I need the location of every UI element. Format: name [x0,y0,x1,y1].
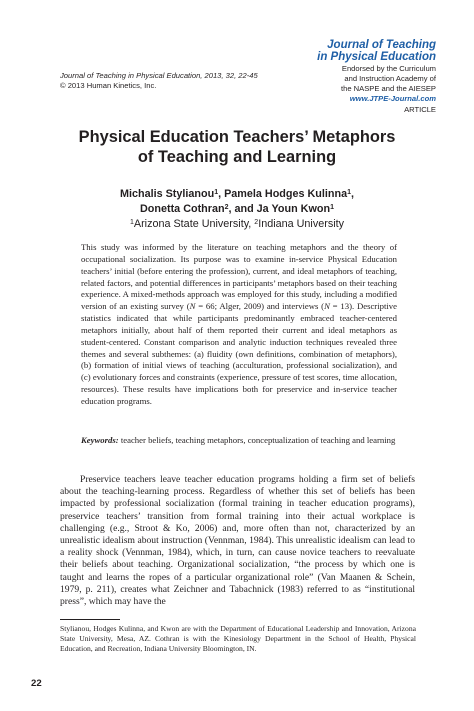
keywords-text: teacher beliefs, teaching metaphors, conceptualization of teaching and learning [118,435,396,445]
keywords-label: Keywords: [81,435,119,445]
author-name: Donetta Cothran [140,203,225,215]
journal-title-line2: in Physical Education [317,51,436,63]
affiliation-marker: 1 [214,189,219,196]
journal-title-line1: Journal of Teaching [327,39,436,51]
endorsement-line2: and Instruction Academy of [344,74,436,83]
affiliations [0,217,474,231]
author-name: , Pamela Hodges Kulinna [218,188,348,200]
author-name: , and Ja Youn Kwon [228,203,331,215]
affiliation-name: Indiana University [258,218,345,230]
affiliation-marker: 2 [254,219,259,226]
abstract-part: This study was informed by the literature on teaching metaphors and the theory of occupational socialization. Its purpose was to examine in-service Physical Education teachers’ initial (before entering the profession), current, and ideal metaphors of teaching, related factors, and potential differences in participants’ metaphors based on their teaching experience. A mixed-methods approach was employed for this study, including a modified version of an existing survey ( [81,242,397,312]
keywords [81,435,397,447]
footnote: Stylianou, Hodges Kulinna, and Kwon are with the Department of Educational Leadership and Innovation, Arizona State University, Mesa, AZ. Cothran is with the Kinesiology Department in the School of Health, Physical Education, and Recreation, Indiana University Bloomington, IN. [60,624,416,654]
citation-line: Journal of Teaching in Physical Education, 2013, 32, 22-45 [60,71,258,80]
abstract-part: = 66; Alger, 2009) and interviews ( [195,301,325,312]
abstract-text [81,242,397,408]
body-text [60,474,415,608]
copyright-line: © 2013 Human Kinetics, Inc. [60,81,157,90]
affiliation-marker: 1 [347,189,351,196]
page-number: 22 [31,678,42,689]
paper-title-line1: Physical Education Teachers’ Metaphors [78,128,396,146]
authors-line2 [0,202,474,216]
affiliation-marker: 2 [224,204,229,211]
endorsement-line1: Endorsed by the Curriculum [341,64,436,73]
journal-url-link[interactable]: www.JTPE-Journal.com [349,94,436,103]
paper-title-line2: of Teaching and Learning [137,148,337,166]
affiliation-name: Arizona State University, [133,218,255,230]
sample-size-symbol: N [324,301,330,312]
endorsement-line3: the NASPE and the AIESEP [341,84,436,93]
footnote-rule [60,619,120,620]
affiliation-marker: 1 [129,219,134,226]
article-type-label: ARTICLE [404,105,436,114]
separator: , [351,188,354,200]
affiliation-marker: 1 [330,204,334,211]
abstract-part: = 13). Descriptive statistics indicated that while participants predominantly embraced teacher-centered metaphors initially, about half of them reported their current and ideal metaphors as student-centered. Constant comparison and analytic induction techniques revealed three themes and several subthemes: (a) fluidity (own definitions, combination of metaphors), (b) formation of initial views of teaching (acculturation, professional socialization), and (c) evolutionary forces and constraints (experience, pressure of test scores, time allocation, resources). These results have implications both for preservice and in-service teacher education programs. [81,301,397,406]
sample-size-symbol: N [189,301,196,312]
author-name: Michalis Stylianou [119,188,215,200]
authors-line1 [0,187,474,201]
abstract [81,242,397,408]
body-paragraph: Preservice teachers leave teacher education programs holding a firm set of beliefs about the teaching-learning process. Regardless of whether this set of beliefs has been impacted by professional socialization (formal training in teacher education programs), preservice teachers’ transition from formal training into their actual workplace is challenging (e.g., Stroot & Ko, 2006) and, more often than not, characterized by an unrealistic idealism about instruction (Vennman, 1984). This unrealistic idealism can lead to a reality shock (Vennman, 1984), which, in turn, can cause novice teachers to reevaluate their beliefs about teaching. Organizational socialization, “the process by which one is taught and learns the ropes of a particular organizational role” (Van Maanen & Schein, 1979, p. 211), creates what Zeichner and Tabachnick (1983) referred to as “institutional press”, which may have the [60,474,415,608]
